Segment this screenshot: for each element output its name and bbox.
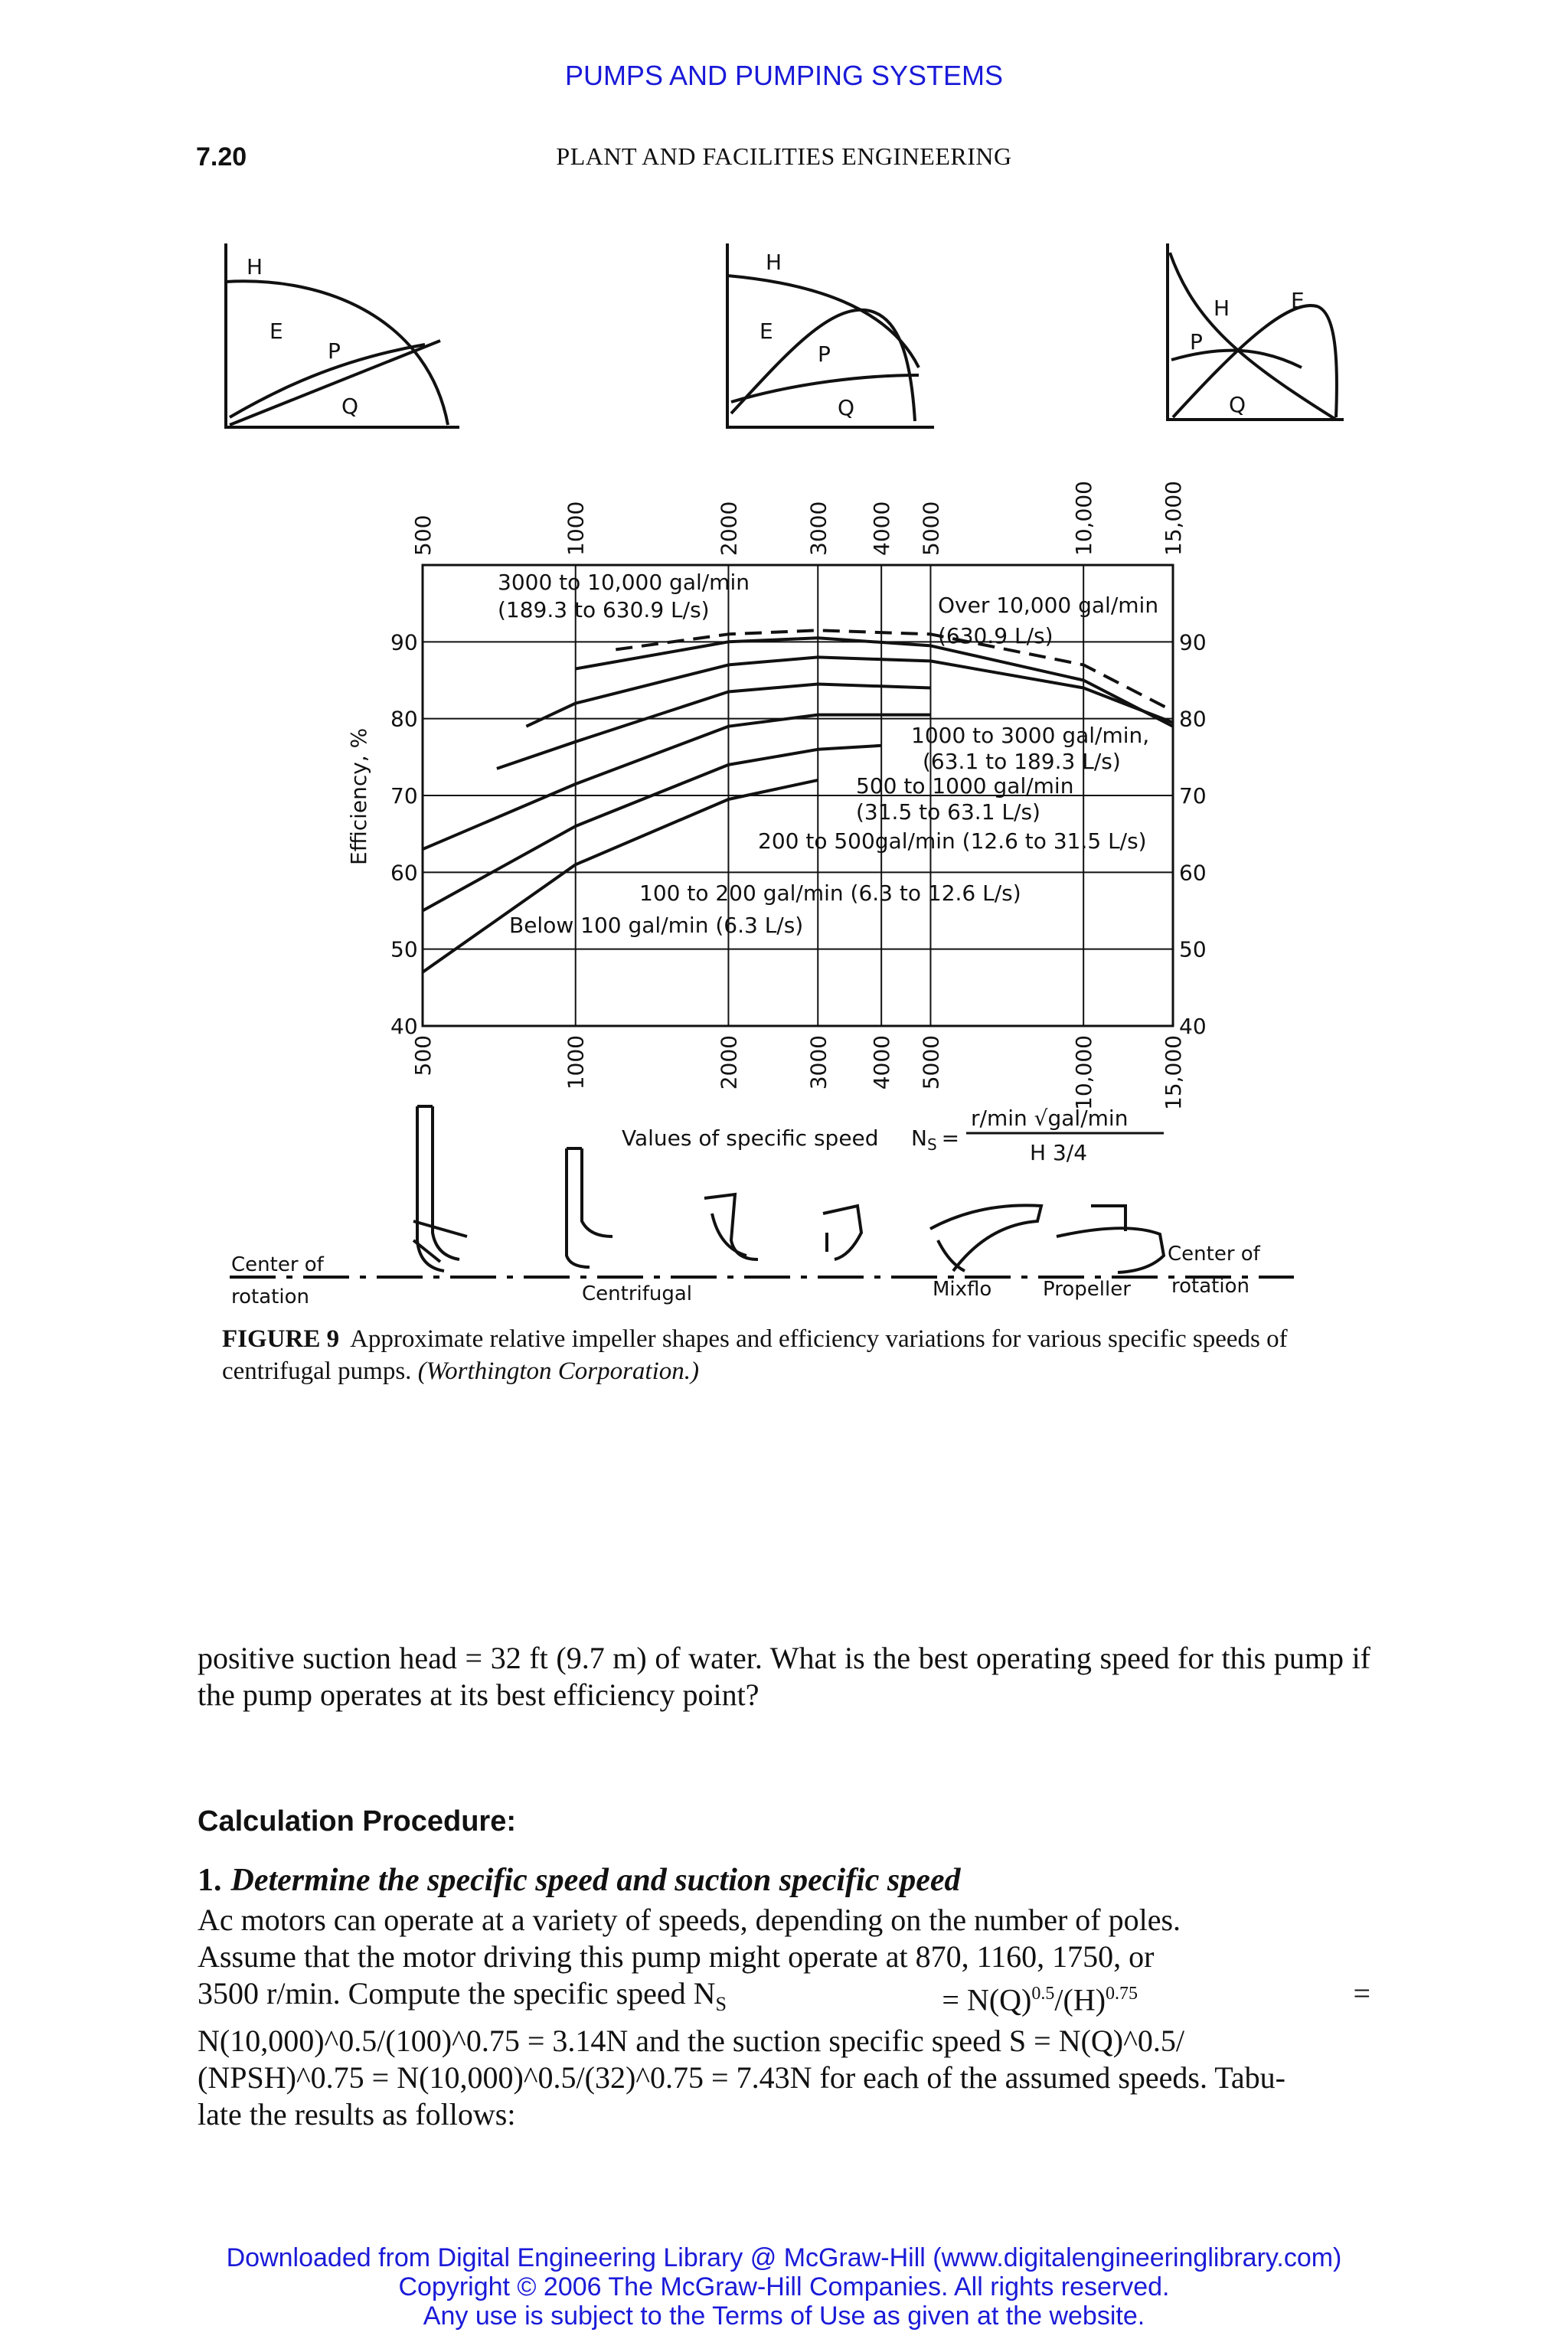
caption-credit: (Worthington Corporation.) — [417, 1357, 700, 1385]
curve-annotation-sub: (630.9 L/s) — [938, 623, 1054, 648]
mini-label-e: E — [760, 318, 773, 344]
x-tick-label-bottom: 4000 — [869, 1035, 895, 1090]
mini-label-q: Q — [341, 394, 359, 419]
x-tick-label-bottom: 500 — [410, 1035, 436, 1076]
mini-label-p: P — [818, 341, 831, 367]
curve-annotation: 200 to 500gal/min (12.6 to 31.5 L/s) — [758, 828, 1147, 854]
step-number: 1. — [198, 1863, 222, 1898]
caption-text: Approximate relative impeller shapes and efficiency variations for various specific speeds of centrifugal pumps. — [222, 1325, 1288, 1385]
caption-label: FIGURE 9 — [222, 1325, 340, 1353]
y-tick-label-left: 80 — [390, 706, 418, 732]
mini-plot-low — [226, 243, 459, 427]
mini-label-p: P — [328, 338, 341, 364]
curve-annotation-sub: (63.1 to 189.3 L/s) — [923, 749, 1121, 774]
footer — [0, 2243, 1568, 2331]
paragraph-2-line-3: 3500 r/min. Compute the specific speed $N_S$ = $N(Q)^{0.5}/(H)^{0.75}$ = — [198, 1976, 1370, 2017]
mini-label-h: H — [247, 254, 263, 279]
efficiency-chart — [390, 481, 1207, 1110]
paragraph-2-line-4: N(10,000)^0.5/(100)^0.75 = 3.14N and the suction specific speed S = N(Q)^0.5/ — [198, 2024, 1184, 2058]
y-tick-label-right: 60 — [1179, 860, 1207, 886]
y-tick-label-left: 40 — [390, 1014, 418, 1039]
x-tick-label-top: 2000 — [716, 501, 742, 556]
y-tick-label-left: 90 — [390, 629, 418, 655]
x-tick-label-top: 4000 — [869, 501, 895, 556]
x-tick-label-bottom: 1000 — [563, 1035, 589, 1090]
x-tick-label-top: 5000 — [918, 501, 944, 556]
step-title: Determine the specific speed and suction specific speed — [230, 1863, 961, 1898]
curve-annotation: 100 to 200 gal/min (6.3 to 12.6 L/s) — [639, 880, 1021, 906]
x-tick-label-bottom: 2000 — [716, 1035, 742, 1090]
curve-annotation: 3000 to 10,000 gal/min — [498, 570, 750, 595]
curve-annotation: 1000 to 3000 gal/min, — [911, 723, 1150, 748]
curve-annotation: Over 10,000 gal/min — [938, 593, 1159, 618]
paragraph-2-line-1: Ac motors can operate at a variety of speeds, depending on the number of poles. — [198, 1903, 1181, 1937]
efficiency-curve-3 — [497, 684, 931, 769]
center-of-rotation-left-2: rotation — [231, 1285, 309, 1308]
page-number: 7.20 — [196, 142, 247, 172]
footer-line-3: Any use is subject to the Terms of Use as given at the website. — [423, 2301, 1145, 2331]
curve-annotation-sub: (31.5 to 63.1 L/s) — [856, 799, 1040, 825]
x-tick-label-top: 1000 — [563, 501, 589, 556]
footer-line-2: Copyright © 2006 The McGraw-Hill Companies. All rights reserved. — [398, 2272, 1170, 2301]
footer-line-1[interactable]: Downloaded from Digital Engineering Library @ McGraw-Hill (www.digitalengineeringlibrary.com) — [226, 2243, 1342, 2272]
running-head: PLANT AND FACILITIES ENGINEERING — [556, 142, 1012, 170]
mini-label-e: E — [270, 318, 283, 344]
specific-speed-label: Values of specific speed — [622, 1125, 879, 1151]
label-propeller: Propeller — [1043, 1278, 1131, 1301]
mini-label-q: Q — [1229, 392, 1246, 417]
x-tick-label-bottom: 5000 — [918, 1035, 944, 1090]
curve-annotation: Below 100 gal/min (6.3 L/s) — [509, 913, 804, 938]
paragraph-2-line-5: (NPSH)^0.75 = N(10,000)^0.5/(32)^0.75 = 7.43N for each of the assumed speeds. Tabu- — [198, 2060, 1285, 2095]
ns-symbol: $N_S$ = — [911, 1125, 960, 1154]
formula-denominator: H 3/4 — [1030, 1140, 1088, 1165]
paragraph-1: positive suction head = 32 ft (9.7 m) of water. What is the best operating speed for this pump if the pump operates at its best efficiency point? — [198, 1641, 1370, 1712]
x-tick-label-top: 15,000 — [1161, 481, 1186, 556]
x-tick-label-top: 500 — [410, 514, 436, 556]
y-tick-label-right: 70 — [1179, 783, 1207, 808]
paragraph-2-line-6: late the results as follows: — [198, 2097, 516, 2132]
x-tick-label-bottom: 3000 — [805, 1035, 831, 1090]
label-centrifugal: Centrifugal — [582, 1282, 693, 1305]
y-tick-label-right: 50 — [1179, 936, 1207, 962]
center-of-rotation-right-2: rotation — [1171, 1275, 1250, 1298]
x-tick-label-top: 10,000 — [1071, 481, 1097, 556]
mini-label-e: E — [1291, 288, 1305, 313]
center-of-rotation-right: Center of — [1168, 1243, 1260, 1266]
mini-label-q: Q — [838, 395, 855, 420]
x-tick-label-bottom: 10,000 — [1071, 1035, 1097, 1110]
mini-label-h: H — [1214, 296, 1230, 321]
label-mixflo: Mixflo — [933, 1278, 992, 1301]
y-tick-label-left: 60 — [390, 860, 418, 886]
mini-plot-high — [1168, 243, 1344, 420]
section-heading: Calculation Procedure: — [198, 1805, 516, 1838]
y-tick-label-right: 40 — [1179, 1014, 1207, 1039]
paragraph-2-line-2: Assume that the motor driving this pump might operate at 870, 1160, 1750, or — [198, 1939, 1155, 1974]
curve-annotation-sub: (189.3 to 630.9 L/s) — [498, 597, 710, 622]
y-tick-label-right: 80 — [1179, 706, 1207, 732]
formula-numerator: r/min √gal/min — [971, 1106, 1129, 1131]
y-tick-label-left: 70 — [390, 783, 418, 808]
curve-annotation: 500 to 1000 gal/min — [856, 773, 1074, 799]
step-heading — [198, 1862, 960, 1899]
paragraph-2 — [198, 1902, 1370, 2133]
x-tick-label-top: 3000 — [805, 501, 831, 556]
mini-label-h: H — [766, 250, 782, 275]
source-banner: PUMPS AND PUMPING SYSTEMS — [564, 60, 1004, 91]
y-tick-label-left: 50 — [390, 936, 418, 962]
mini-plot-mid — [727, 243, 934, 427]
x-tick-label-bottom: 15,000 — [1161, 1035, 1186, 1110]
figure-caption — [222, 1323, 1370, 1387]
y-axis-label: Efficiency, % — [346, 727, 371, 865]
y-tick-label-right: 90 — [1179, 629, 1207, 655]
mini-label-p: P — [1190, 329, 1203, 354]
center-of-rotation-left: Center of — [231, 1253, 324, 1276]
